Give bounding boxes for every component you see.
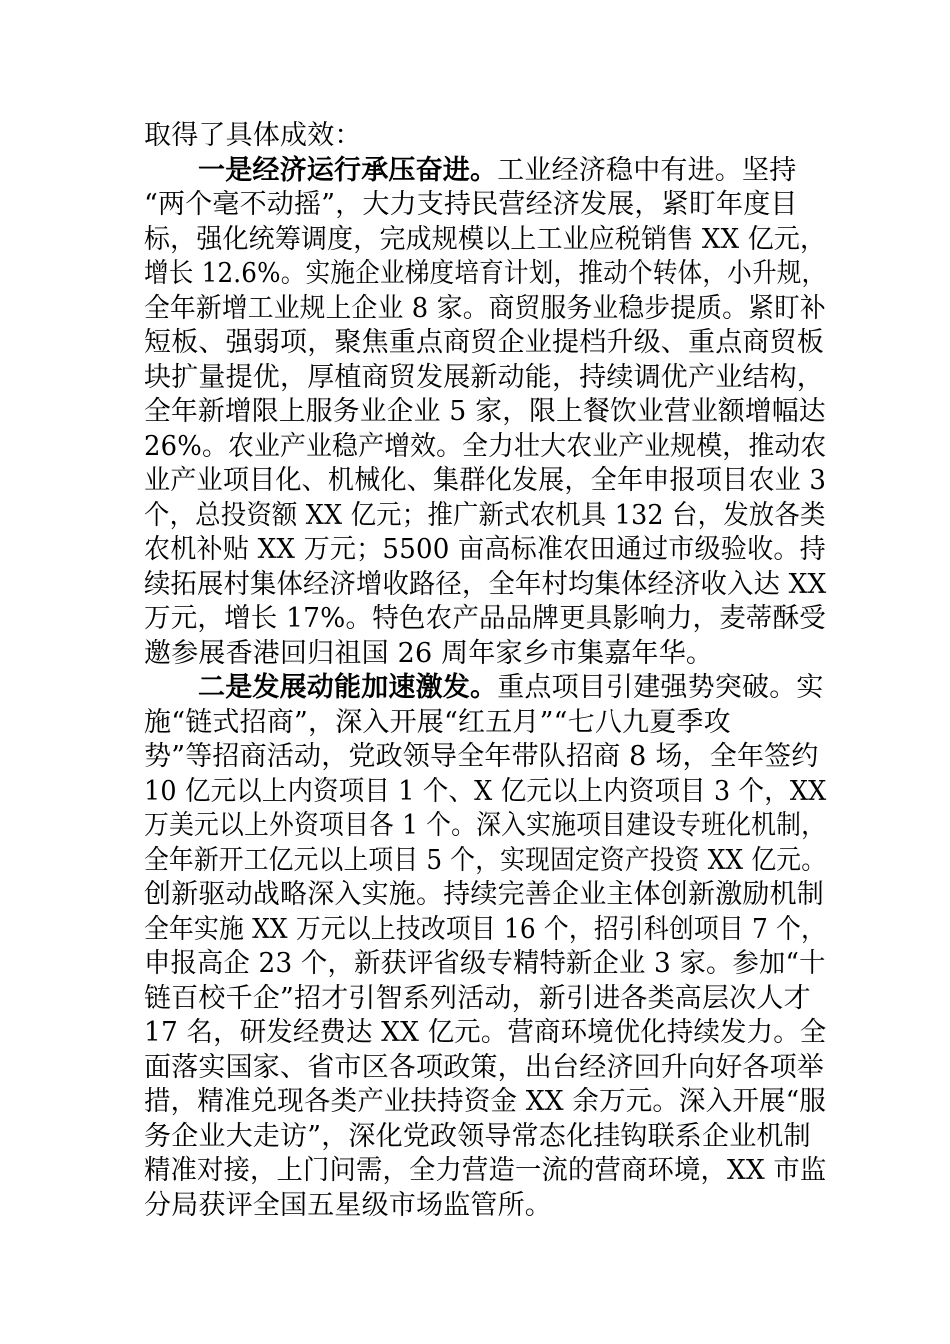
text-line: 全年新增限上服务业企业 5 家，限上餐饮业营业额增幅达 — [144, 396, 826, 427]
text-line: 施“链式招商”，深入开展“红五月”“七八九夏季攻 — [144, 707, 731, 738]
text-line: 17 名，研发经费达 XX 亿元。营商环境优化持续发力。全 — [144, 1017, 827, 1048]
text-line: 业产业项目化、机械化、集群化发展，全年申报项目农业 3 — [144, 465, 827, 496]
text-line: 邀参展香港回归祖国 26 周年家乡市集嘉年华。 — [144, 638, 714, 669]
text-line: 取得了具体成效： — [144, 120, 362, 151]
text-line: 全年新增工业规上企业 8 家。商贸服务业稳步提质。紧盯补 — [144, 293, 826, 324]
text-line: 申报高企 23 个，新获评省级专精特新企业 3 家。参加“十 — [144, 948, 826, 979]
section-heading: 二是发展动能加速激发。 — [198, 672, 498, 703]
text-line: “两个毫不动摇”，大力支持民营经济发展，紧盯年度目 — [144, 189, 798, 220]
text-line — [198, 154, 796, 188]
text-line — [198, 671, 824, 705]
text-line: 续拓展村集体经济增收路径，全年村均集体经济收入达 XX — [144, 569, 827, 600]
text-line: 面落实国家、省市区各项政策，出台经济回升向好各项举 — [144, 1052, 824, 1083]
text-line: 精准对接，上门问需，全力营造一流的营商环境，XX 市监 — [144, 1155, 827, 1186]
text-line: 块扩量提优，厚植商贸发展新动能，持续调优产业结构， — [144, 362, 824, 393]
text-line: 万元，增长 17%。特色农产品品牌更具影响力，麦蒂酥受 — [144, 603, 827, 634]
text-line: 全年新开工亿元以上项目 5 个，实现固定资产投资 XX 亿元。 — [144, 845, 827, 876]
text-span: 工业经济稳中有进。坚持 — [497, 155, 797, 186]
text-line: 创新驱动战略深入实施。持续完善企业主体创新激励机制 — [144, 879, 824, 910]
text-line: 增长 12.6%。实施企业梯度培育计划，推动个转体，小升规， — [144, 258, 827, 289]
text-line: 务企业大走访”，深化党政领导常态化挂钩联系企业机制 — [144, 1121, 811, 1152]
text-line: 全年实施 XX 万元以上技改项目 16 个，招引科创项目 7 个， — [144, 914, 827, 945]
text-line: 个，总投资额 XX 亿元；推广新式农机具 132 台，发放各类 — [144, 500, 826, 531]
text-line: 分局获评全国五星级市场监管所。 — [144, 1190, 552, 1221]
text-line: 措，精准兑现各类产业扶持资金 XX 余万元。深入开展“服 — [144, 1086, 827, 1117]
text-line: 万美元以上外资项目各 1 个。深入实施项目建设专班化机制， — [144, 810, 827, 841]
text-line: 势”等招商活动，党政领导全年带队招商 8 场，全年签约 — [144, 741, 819, 772]
text-line: 短板、强弱项，聚焦重点商贸企业提档升级、重点商贸板 — [144, 327, 824, 358]
text-line: 链百校千企”招才引智系列活动，新引进各类高层次人才 — [144, 983, 811, 1014]
text-line: 标，强化统筹调度，完成规模以上工业应税销售 XX 亿元， — [144, 224, 827, 255]
section-heading: 一是经济运行承压奋进。 — [198, 155, 498, 186]
text-span: 重点项目引建强势突破。实 — [497, 672, 824, 703]
text-line: 26%。农业产业稳产增效。全力壮大农业产业规模，推动农 — [144, 431, 827, 462]
text-line: 农机补贴 XX 万元；5500 亩高标准农田通过市级验收。持 — [144, 534, 826, 565]
text-line: 10 亿元以上内资项目 1 个、X 亿元以上内资项目 3 个，XX — [144, 776, 827, 807]
